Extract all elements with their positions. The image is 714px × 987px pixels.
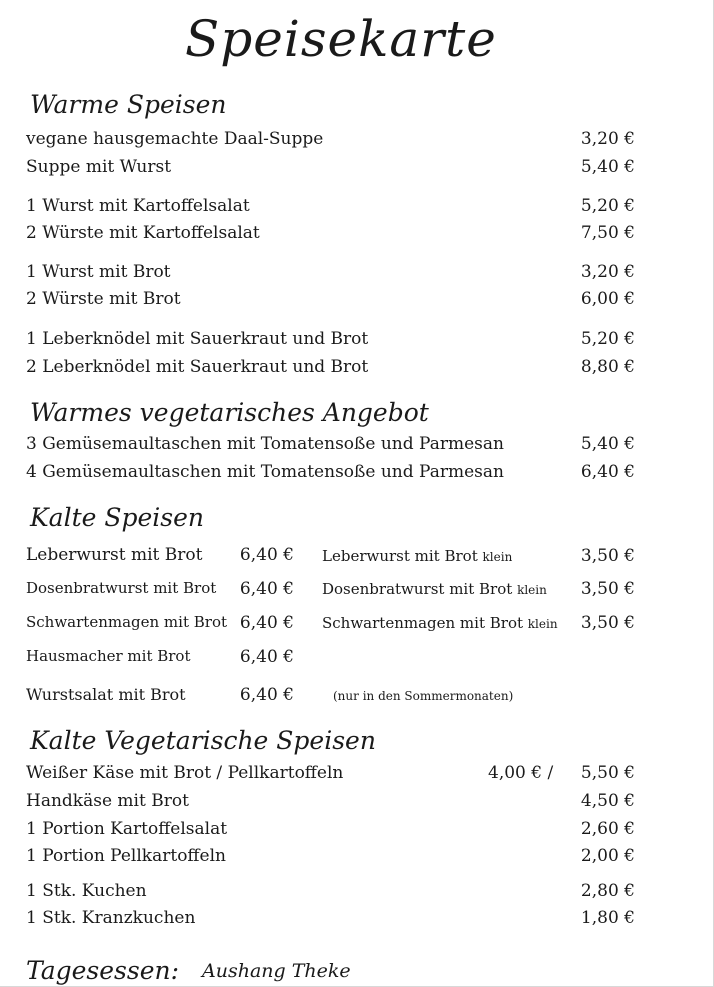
- menu-item-price: 6,40 €: [239, 647, 294, 667]
- menu-item-price: 5,20 €: [580, 196, 635, 216]
- menu-item-name: Schwartenmagen mit Brot: [322, 614, 523, 632]
- menu-item-name: 3 Gemüsemaultaschen mit Tomatensoße und Parmesan: [26, 434, 504, 454]
- section-heading-warm: Warme Speisen: [30, 90, 227, 119]
- section-heading-cold: Kalte Speisen: [30, 503, 205, 532]
- menu-item-price: 6,00 €: [580, 289, 635, 309]
- size-label: klein: [517, 583, 547, 597]
- page-title: Speisekarte: [185, 10, 497, 68]
- menu-item-name: 1 Portion Kartoffelsalat: [26, 819, 228, 839]
- menu-item-name: Leberwurst mit Brot: [322, 547, 478, 565]
- menu-item-name: 2 Leberknödel mit Sauerkraut und Brot: [26, 357, 369, 377]
- menu-item-name: Wurstsalat mit Brot: [26, 685, 186, 704]
- menu-item-name: 2 Würste mit Kartoffelsalat: [26, 223, 260, 243]
- daily-dish-label: Tagesessen:: [26, 956, 180, 985]
- menu-item-price: 2,00 €: [580, 846, 635, 866]
- menu-item-price: 2,60 €: [580, 819, 635, 839]
- menu-item-alt-price: 4,00 € /: [488, 763, 554, 783]
- size-label: klein: [527, 617, 558, 631]
- size-label: klein: [482, 550, 513, 564]
- menu-item-name: Suppe mit Wurst: [26, 157, 172, 177]
- menu-item-name-small: [322, 616, 558, 631]
- menu-item-price: 3,50 €: [580, 613, 635, 633]
- menu-item-name: 1 Leberknödel mit Sauerkraut und Brot: [26, 329, 369, 349]
- menu-item-price: 1,80 €: [580, 908, 635, 928]
- menu-item-name: Hausmacher mit Brot: [26, 647, 191, 665]
- seasonal-note: (nur in den Sommermonaten): [333, 689, 514, 703]
- menu-item-name: vegane hausgemachte Daal-Suppe: [26, 129, 324, 149]
- menu-item-name: 1 Portion Pellkartoffeln: [26, 846, 226, 866]
- menu-item-name: Schwartenmagen mit Brot: [26, 613, 227, 631]
- menu-item-price: 5,50 €: [580, 763, 635, 783]
- menu-item-name: Handkäse mit Brot: [26, 791, 189, 811]
- menu-item-price: 6,40 €: [580, 462, 635, 482]
- menu-item-price: 5,20 €: [580, 329, 635, 349]
- menu-item-name: 1 Stk. Kuchen: [26, 881, 147, 901]
- menu-item-price: 2,80 €: [580, 881, 635, 901]
- menu-item-price: 5,40 €: [580, 157, 635, 177]
- menu-item-price: 6,40 €: [239, 613, 294, 633]
- menu-item-name: 1 Wurst mit Kartoffelsalat: [26, 196, 250, 216]
- menu-item-price: 5,40 €: [580, 434, 635, 454]
- menu-item-name-small: [322, 549, 512, 564]
- menu-item-price: 3,20 €: [580, 262, 635, 282]
- menu-item-name: Leberwurst mit Brot: [26, 545, 203, 565]
- menu-item-name: 4 Gemüsemaultaschen mit Tomatensoße und Parmesan: [26, 462, 504, 482]
- menu-item-name-small: [322, 582, 547, 597]
- menu-item-price: 4,50 €: [580, 791, 635, 811]
- menu-item-price: 6,40 €: [239, 545, 294, 565]
- menu-item-price: 3,50 €: [580, 546, 635, 566]
- menu-item-price: 7,50 €: [580, 223, 635, 243]
- menu-item-price: 6,40 €: [239, 685, 294, 705]
- menu-item-name: Weißer Käse mit Brot / Pellkartoffeln: [26, 763, 344, 783]
- section-heading-cold-veg: Kalte Vegetarische Speisen: [30, 726, 376, 755]
- menu-item-name: 1 Stk. Kranzkuchen: [26, 908, 196, 928]
- menu-item-price: 8,80 €: [580, 357, 635, 377]
- daily-dish-value: Aushang Theke: [202, 960, 351, 982]
- menu-item-name: Dosenbratwurst mit Brot: [26, 579, 217, 597]
- menu-item-price: 3,50 €: [580, 579, 635, 599]
- menu-item-name: 1 Wurst mit Brot: [26, 262, 171, 282]
- section-heading-warm-veg: Warmes vegetarisches Angebot: [30, 398, 429, 427]
- menu-item-name: 2 Würste mit Brot: [26, 289, 181, 309]
- menu-item-name: Dosenbratwurst mit Brot: [322, 580, 513, 598]
- menu-item-price: 3,20 €: [580, 129, 635, 149]
- menu-item-price: 6,40 €: [239, 579, 294, 599]
